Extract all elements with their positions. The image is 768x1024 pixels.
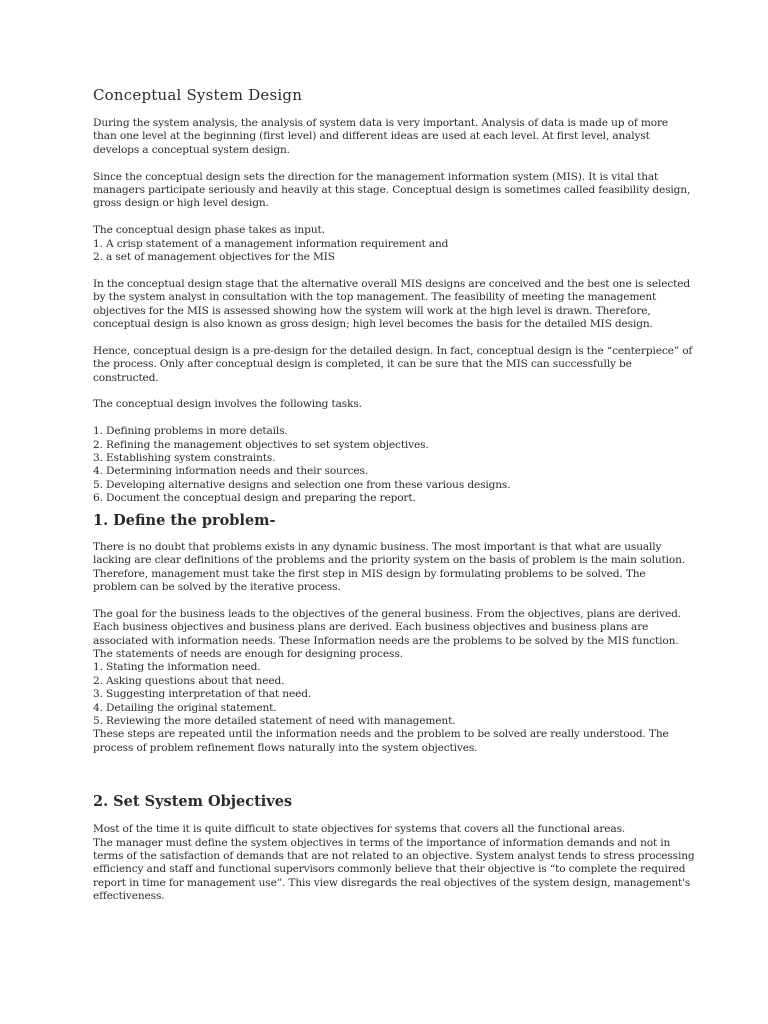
list-item: 3. Suggesting interpretation of that need. bbox=[93, 688, 312, 701]
text-line: conceptual design is also known as gross design; high level becomes the basis for the detailed MIS design. bbox=[93, 318, 653, 331]
text-line: The goal for the business leads to the objectives of the general business. From the objectives, plans are derived. bbox=[93, 607, 681, 620]
list-item: 2. Refining the management objectives to set system objectives. bbox=[93, 438, 429, 451]
text-line: effectiveness. bbox=[93, 890, 165, 903]
paragraph-goals bbox=[93, 608, 683, 755]
text-line: The conceptual design phase takes as input. bbox=[93, 224, 325, 237]
intro-paragraph bbox=[93, 117, 683, 157]
text-line: The manager must define the system objectives in terms of the importance of information demands and not in bbox=[93, 836, 671, 849]
paragraph-predesign bbox=[93, 344, 693, 385]
paragraph-stage bbox=[93, 277, 690, 332]
list-item: 4. Detailing the original statement. bbox=[93, 701, 277, 714]
text-line: report in time for management use”. This view disregards the real objectives of the system design, management's bbox=[93, 876, 691, 889]
list-item: 1. Defining problems in more details. bbox=[93, 425, 288, 438]
text-line: There is no doubt that problems exists in any dynamic business. The most important is that what are usually bbox=[93, 540, 662, 553]
text-line: problem can be solved by the iterative process. bbox=[93, 580, 341, 593]
list-item: 5. Reviewing the more detailed statement of need with management. bbox=[93, 714, 456, 727]
text-line: gross design or high level design. bbox=[93, 197, 269, 210]
text-line: associated with information needs. These Information needs are the problems to be solved by the MIS function. bbox=[93, 634, 679, 647]
text-line: than one level at the beginning (first level) and different ideas are used at each level. At first level, analyst bbox=[93, 130, 650, 143]
text-line: develops a conceptual system design. bbox=[93, 143, 290, 156]
text-line: The statements of needs are enough for designing process. bbox=[93, 647, 403, 660]
list-item: 2. Asking questions about that need. bbox=[93, 674, 285, 687]
text-line: The conceptual design involves the following tasks. bbox=[93, 398, 362, 411]
text-line: efficiency and staff and functional supervisors commonly believe that their objective is “to complete the required bbox=[93, 863, 686, 876]
text-line: Since the conceptual design sets the direction for the management information system (MIS). It is vital that bbox=[93, 170, 659, 183]
paragraph-problems bbox=[93, 541, 683, 595]
text-line: Therefore, management must take the first step in MIS design by formulating problems to be solved. The bbox=[93, 567, 646, 580]
text-line: constructed. bbox=[93, 371, 159, 384]
document-page bbox=[93, 86, 695, 904]
text-line: lacking are clear definitions of the problems and the priority system on the basis of problem is the main solution. bbox=[93, 554, 685, 567]
text-line: process of problem refinement flows naturally into the system objectives. bbox=[93, 741, 478, 754]
paragraph-direction bbox=[93, 170, 691, 211]
text-line: Most of the time it is quite difficult to state objectives for systems that covers all the functional areas. bbox=[93, 823, 626, 836]
text-line: 1. A crisp statement of a management information requirement and bbox=[93, 237, 449, 250]
section-heading-set-objectives: 2. Set System Objectives bbox=[93, 793, 293, 811]
text-line: During the system analysis, the analysis of system data is very important. Analysis of data is made up of more bbox=[93, 117, 669, 129]
paragraph-objectives bbox=[93, 823, 695, 903]
list-item: 5. Developing alternative designs and selection one from these various designs. bbox=[93, 478, 511, 491]
text-line: These steps are repeated until the information needs and the problem to be solved are really understood. The bbox=[93, 728, 669, 741]
list-item: 3. Establishing system constraints. bbox=[93, 452, 276, 465]
text-line: 2. a set of management objectives for the MIS bbox=[93, 251, 335, 264]
page-title: Conceptual System Design bbox=[93, 86, 303, 104]
list-item: 6. Document the conceptual design and preparing the report. bbox=[93, 492, 416, 505]
list-item: 4. Determining information needs and their sources. bbox=[93, 465, 369, 478]
paragraph-inputs bbox=[93, 224, 683, 264]
text-line: managers participate seriously and heavily at this stage. Conceptual design is sometimes called feasibility design, bbox=[93, 184, 691, 197]
text-line: terms of the satisfaction of demands that are not related to an objective. System analyst tends to stress processing bbox=[93, 849, 695, 862]
text-line: by the system analyst in consultation with the top management. The feasibility of meeting the management bbox=[93, 291, 657, 304]
paragraph-tasks-intro bbox=[93, 398, 683, 411]
text-line: Hence, conceptual design is a pre-design for the detailed design. In fact, conceptual design is the “centerpiece” of bbox=[93, 344, 693, 357]
task-list bbox=[93, 425, 683, 505]
section-heading-define-problem: 1. Define the problem- bbox=[93, 511, 276, 529]
text-line: objectives for the MIS is assessed showing how the system will work at the high level is drawn. Therefore, bbox=[93, 304, 651, 317]
list-item: 1. Stating the information need. bbox=[93, 661, 261, 674]
text-line: the process. Only after conceptual design is completed, it can be sure that the MIS can successfully be bbox=[93, 358, 632, 371]
text-line: In the conceptual design stage that the alternative overall MIS designs are conceived and the best one is selected bbox=[93, 277, 690, 290]
text-line: Each business objectives and business plans are derived. Each business objectives and business plans are bbox=[93, 621, 649, 634]
